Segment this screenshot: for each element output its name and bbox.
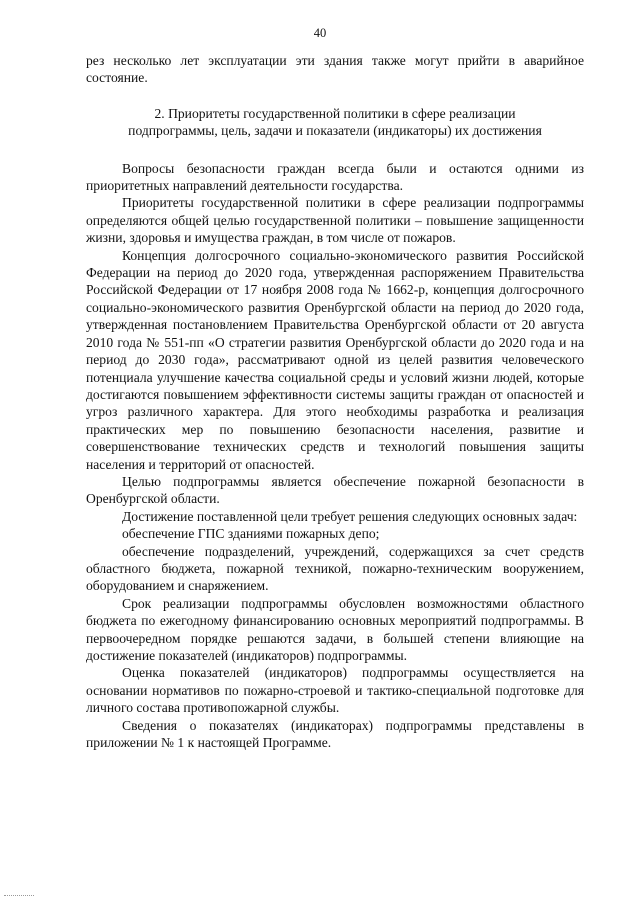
task-item-1: обеспечение ГПС зданиями пожарных депо; xyxy=(122,526,380,542)
paragraph-7: Оценка показателей (индикаторов) подпрограммы осуществляется на основании нормативов по пожарно-строевой и тактико-специальной подготовке для личного состава противопожарной службы. xyxy=(86,665,584,716)
section-heading xyxy=(86,105,584,140)
paragraph-8: Сведения о показателях (индикаторах) подпрограммы представлены в приложении № 1 к настоящей Программе. xyxy=(86,717,584,751)
footer-mark xyxy=(4,895,34,897)
document-body xyxy=(86,52,584,751)
paragraph-3: Концепция долгосрочного социально-экономического развития Российской Федерации на период до 2020 года, утвержденная распоряжением Правительства Российской Федерации от 17 ноября 2008 года № 1662-р, концепция долгосрочного социально-экономического развития Оренбургской области на период до 2020 года, утвержденная постановлением Правительства Оренбургской области от 20 августа 2010 года № 551-пп «О стратегии развития Оренбургской области до 2020 года и на период до 2030 года», рассматривают одной из целей развития человеческого потенциала улучшение качества социальной среды и условий жизни людей, которые достигаются повышением эффективности системы защиты граждан от опасностей и угроз различного характера. Для этого необходимы разработка и реализация практических мер по повышению безопасности населения, развитие и совершенствование технических средств и технологий повышения защиты населения и территорий от опасностей. xyxy=(86,247,584,472)
intro-paragraph: рез несколько лет эксплуатации эти здания также могут прийти в аварийное состояние. xyxy=(86,53,584,86)
page-number: 40 xyxy=(313,26,327,40)
paragraph-5: Достижение поставленной цели требует решения следующих основных задач: xyxy=(122,508,578,524)
paragraph-2: Приоритеты государственной политики в сфере реализации подпрограммы определяются общей целью государственной политики – повышение защищенности жизни, здоровья и имущества граждан, в том числе от пожаров. xyxy=(86,195,584,246)
task-item-2: обеспечение подразделений, учреждений, содержащихся за счет средств областного бюджета, пожарной техникой, пожарно-техническим вооружением, оборудованием и снаряжением. xyxy=(86,543,584,594)
paragraph-1: Вопросы безопасности граждан всегда были и остаются одними из приоритетных направлений деятельности государства. xyxy=(86,160,584,194)
section-heading-line-1: 2. Приоритеты государственной политики в сфере реализации xyxy=(154,105,516,121)
section-heading-line-2: подпрограммы, цель, задачи и показатели (индикаторы) их достижения xyxy=(128,123,542,139)
paragraph-6: Срок реализации подпрограммы обусловлен возможностями областного бюджета по ежегодному финансированию основных мероприятий подпрограммы. В первоочередном порядке решаются задачи, в большей степени влияющие на достижение показателей (индикаторов) подпрограммы. xyxy=(86,595,584,663)
paragraph-4: Целью подпрограммы является обеспечение пожарной безопасности в Оренбургской области. xyxy=(86,473,584,507)
